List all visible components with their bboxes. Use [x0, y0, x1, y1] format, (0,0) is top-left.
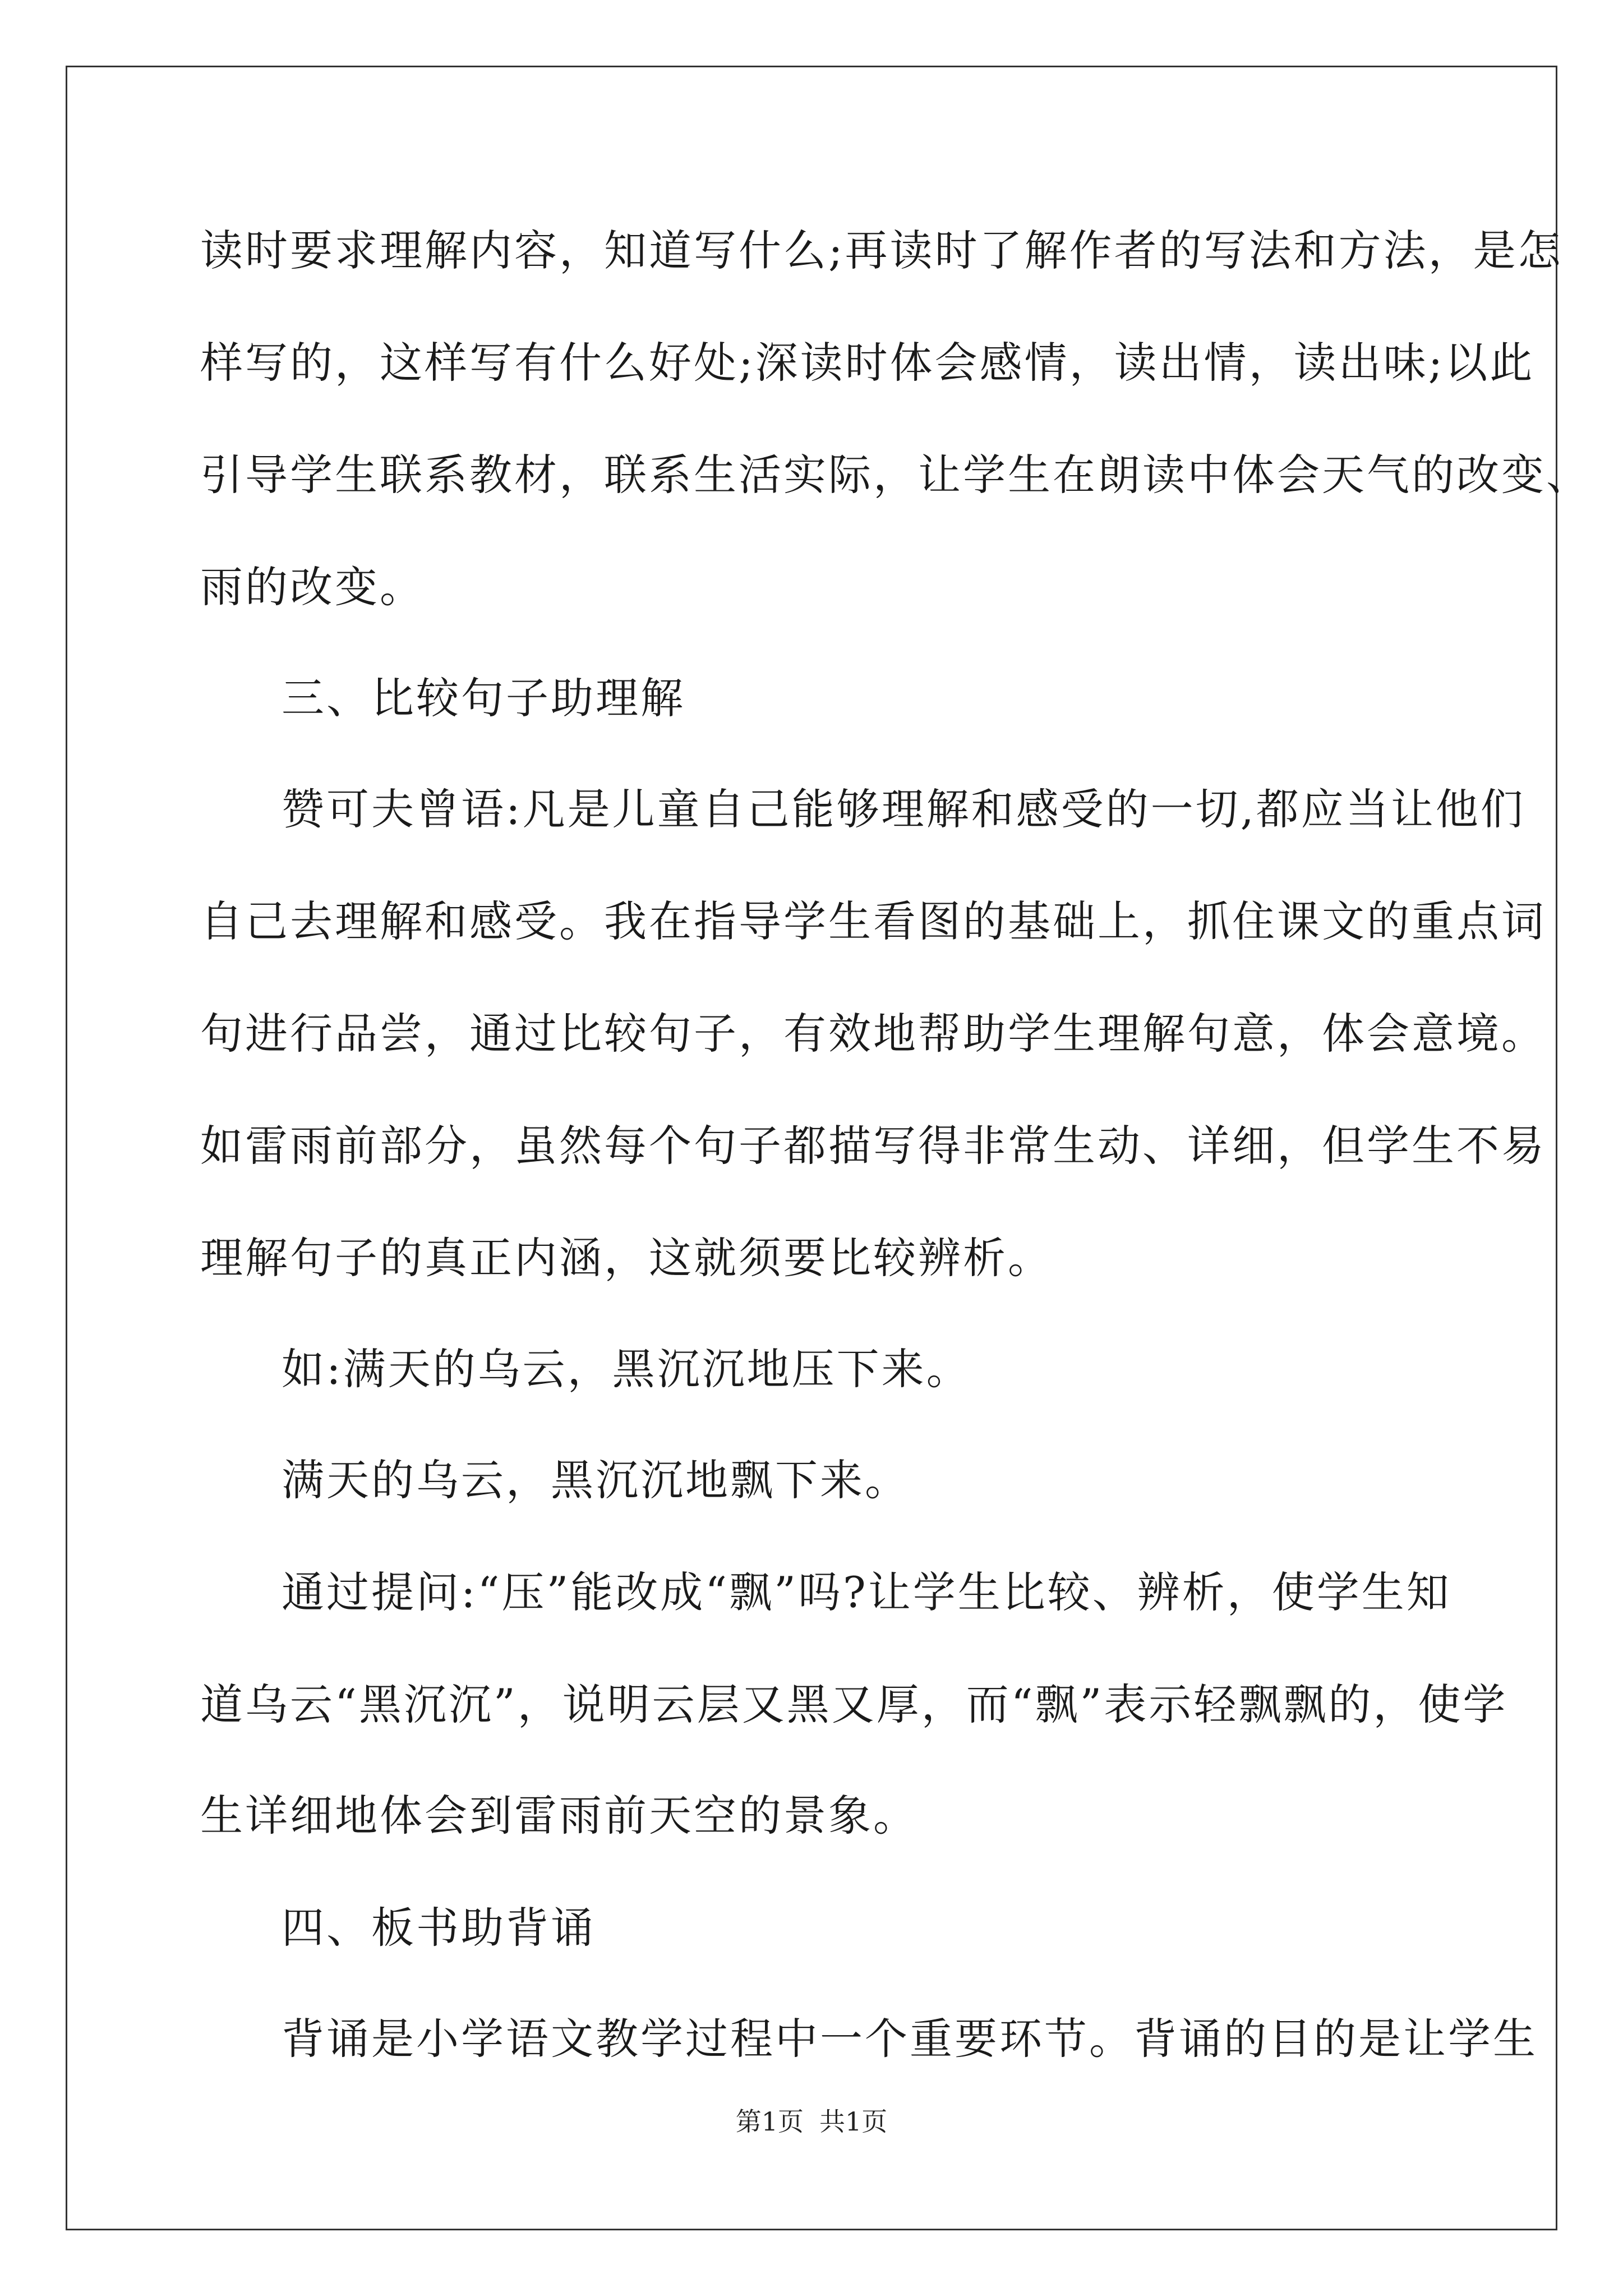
text-line: 自己去理解和感受。我在指导学生看图的基础上，抓住课文的重点词: [200, 896, 1546, 946]
text-line: 赞可夫曾语:凡是儿童自己能够理解和感受的一切,都应当让他们: [282, 784, 1525, 834]
text-line: 读时要求理解内容，知道写什么;再读时了解作者的写法和方法，是怎: [200, 226, 1563, 275]
section-heading: 四、板书助背诵: [282, 1903, 596, 1953]
text-line: 满天的乌云，黑沉沉地飘下来。: [282, 1455, 910, 1505]
text-line: 背诵是小学语文教学过程中一个重要环节。背诵的目的是让学生: [282, 2014, 1538, 2064]
text-line: 样写的，这样写有什么好处;深读时体会感情，读出情，读出味;以此: [200, 338, 1535, 388]
page-footer: [0, 2105, 1623, 2138]
text-line: 句进行品尝，通过比较句子，有效地帮助学生理解句意，体会意境。: [200, 1009, 1546, 1059]
page-number: 第1页: [735, 2106, 804, 2137]
page-total: 共1页: [819, 2106, 888, 2137]
text-line: 如雷雨前部分，虽然每个句子都描写得非常生动、详细，但学生不易: [200, 1121, 1546, 1171]
text-line: 生详细地体会到雷雨前天空的景象。: [200, 1791, 918, 1841]
text-line: 引导学生联系教材，联系生活实际，让学生在朗读中体会天气的改变、: [200, 450, 1591, 500]
text-line: 雨的改变。: [200, 562, 425, 612]
section-heading: 三、比较句子助理解: [282, 673, 685, 723]
text-line: 道乌云“黑沉沉”，说明云层又黑又厚，而“飘”表示轻飘飘的，使学: [200, 1680, 1508, 1729]
text-line: 理解句子的真正内涵，这就须要比较辨析。: [200, 1233, 1053, 1283]
text-line: 通过提问:“压”能改成“飘”吗?让学生比较、辨析，使学生知: [282, 1567, 1451, 1617]
text-line: 如:满天的乌云，黑沉沉地压下来。: [282, 1344, 971, 1394]
